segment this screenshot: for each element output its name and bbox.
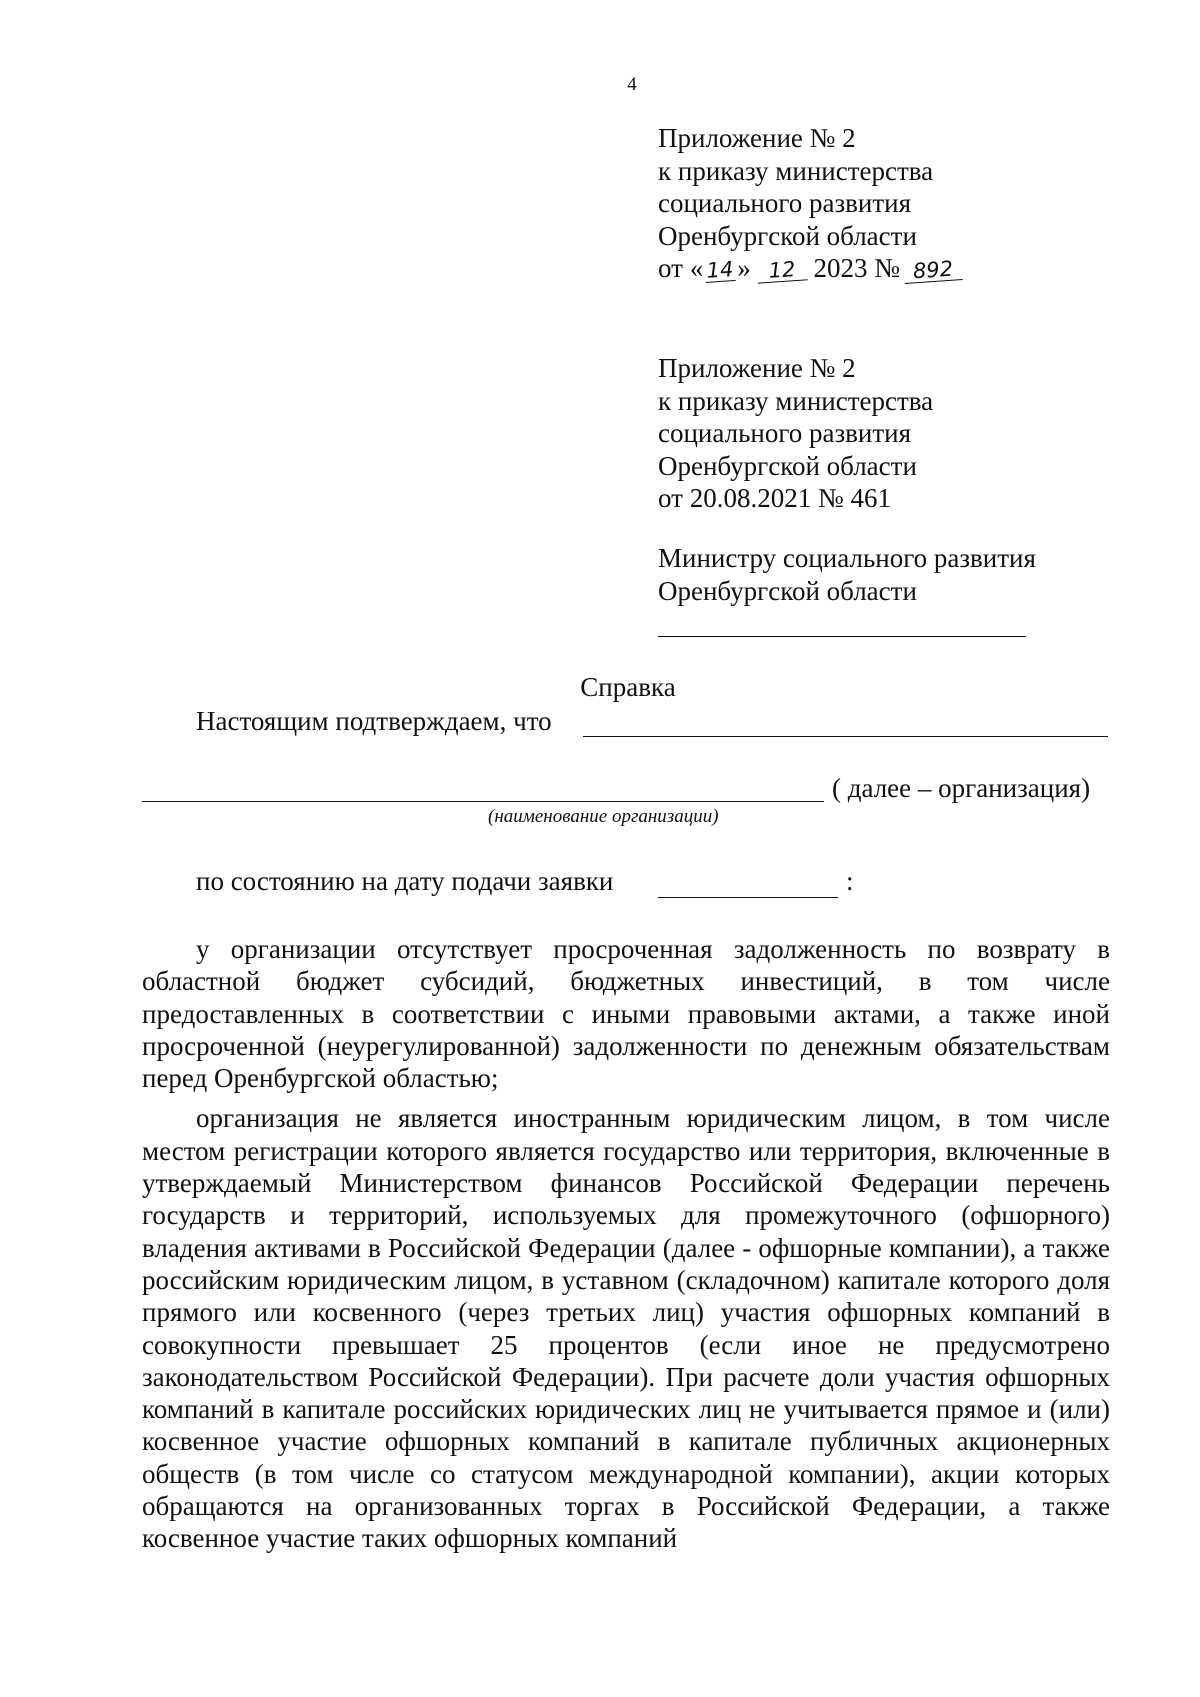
- date-label: по состоянию на дату подачи заявки: [196, 866, 614, 896]
- annex-current-date-line: [658, 252, 962, 285]
- annex-previous-line5: от 20.08.2021 № 461: [658, 483, 891, 513]
- organization-blank-line: [142, 801, 824, 802]
- addressee-block: [658, 542, 1036, 607]
- day-suffix: »: [737, 253, 751, 283]
- annex-current-line1: Приложение № 2: [658, 123, 856, 153]
- confirm-blank-line: [583, 736, 1108, 737]
- year-text: 2023 №: [813, 253, 900, 283]
- paragraph-offshore: организация не является иностранным юридическим лицом, в том числе местом регистрации которого является государство или территория, включенные в утверждаемый Министерством финансов Российской Федерации перечень государств и территорий, используемых для промежуточного (офшорного) владения активами в Российской Федерации (далее - офшорные компании), а также российским юридическим лицом, в уставном (складочном) капитале которого доля прямого или косвенного (через третьих лиц) участия офшорных компаний в совокупности превышает 25 процентов (если иное не предусмотрено законодательством Российской Федерации). При расчете доли участия офшорных компаний в капитале российских юридических лиц не учитывается прямое и (или) косвенное участие офшорных компаний в капитале публичных акционерных обществ (в том числе со статусом международной компании), акции которых обращаются на организованных торгах в Российской Федерации, а также косвенное участие таких офшорных компаний: [142, 1103, 1110, 1554]
- document-title: Справка: [580, 672, 676, 702]
- organization-caption: (наименование организации): [488, 806, 719, 827]
- from-prefix: от «: [658, 253, 704, 283]
- annex-current-line2: к приказу министерства: [658, 155, 934, 186]
- page-number: 4: [627, 74, 637, 95]
- annex-previous-line1: Приложение № 2: [658, 353, 856, 383]
- confirm-label: Настоящим подтверждаем, что: [196, 706, 552, 736]
- annex-current-line3: социального развития: [658, 188, 912, 218]
- date-colon: :: [846, 866, 854, 896]
- addressee-line1: Министру социального развития: [658, 543, 1036, 573]
- annex-previous-line4: Оренбургской области: [658, 450, 917, 481]
- addressee-line2: Оренбургской области: [658, 575, 917, 606]
- handwritten-order-number: 892: [903, 257, 962, 284]
- date-blank-line: [658, 897, 838, 898]
- handwritten-month: 12: [757, 257, 808, 283]
- annex-previous-line2: к приказу министерства: [658, 385, 934, 416]
- organization-suffix: ( далее – организация): [832, 773, 1091, 803]
- addressee-blank-line: [658, 636, 1026, 637]
- annex-previous-line3: социального развития: [658, 418, 912, 448]
- annex-current-line4: Оренбургской области: [658, 220, 917, 251]
- annex-previous-header: [658, 352, 933, 515]
- paragraph-debt: у организации отсутствует просроченная задолженность по возврату в областной бюджет субсидий, бюджетных инвестиций, в том числе предоставленных в соответствии с иными правовыми актами, а также иной просроченной (неурегулированной) задолженности по денежным обязательствам перед Оренбургской областью;: [142, 934, 1110, 1094]
- annex-current-header: [658, 122, 962, 285]
- handwritten-day: 14: [705, 257, 735, 283]
- body-text: [142, 933, 1110, 1563]
